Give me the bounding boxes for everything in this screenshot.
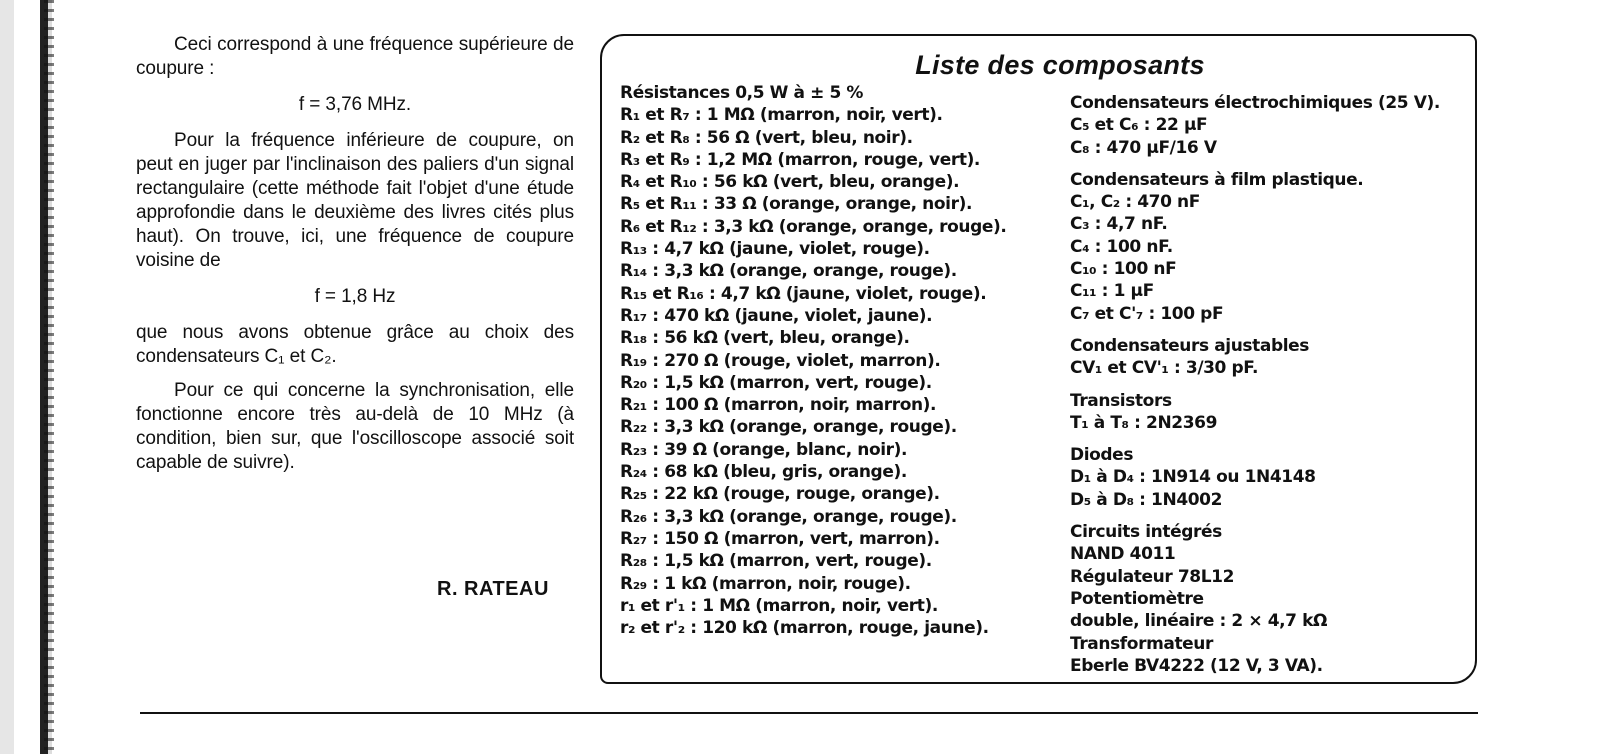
component-item: NAND 4011	[1070, 544, 1176, 565]
resistor-item: R₃ et R₉ : 1,2 MΩ (marron, rouge, vert).	[620, 149, 980, 170]
paragraph-capacitor-choice: que nous avons obtenue grâce au choix des condensateurs C₁ et C₂.	[136, 322, 574, 367]
component-item: CV₁ et CV'₁ : 3/30 pF.	[1070, 358, 1259, 379]
component-item: C₁₀ : 100 nF	[1070, 259, 1177, 280]
paragraph-lower-cutoff: Pour la fréquence inférieure de coupure, on peut en juger par l'inclinaison des paliers d'un signal rectangulaire (cette méthode fait l'objet d'une étude approfondie dans le deuxième des livres cités plus haut). On trouve, ici, une fréquence de coupure voisine de	[136, 130, 574, 271]
component-item: D₅ à D₈ : 1N4002	[1070, 489, 1223, 510]
component-list-title: Liste des composants	[860, 50, 1260, 81]
component-item: double, linéaire : 2 × 4,7 kΩ	[1070, 611, 1328, 632]
group-heading: Condensateurs à film plastique.	[1070, 169, 1364, 190]
resistor-item: R₂ et R₈ : 56 Ω (vert, bleu, noir).	[620, 127, 913, 148]
group-trimmer-capacitors	[1070, 335, 1480, 380]
component-item: T₁ à T₈ : 2N2369	[1070, 412, 1217, 433]
resistor-item: R₂₅ : 22 kΩ (rouge, rouge, orange).	[620, 484, 940, 505]
group-heading: Condensateurs ajustables	[1070, 335, 1309, 356]
other-components-list	[1070, 92, 1480, 677]
resistor-item: R₁₅ et R₁₆ : 4,7 kΩ (jaune, violet, rouge).	[620, 283, 987, 304]
resistor-item: R₁₄ : 3,3 kΩ (orange, orange, rouge).	[620, 261, 957, 282]
resistor-item: R₆ et R₁₂ : 3,3 kΩ (orange, orange, rouge).	[620, 216, 1007, 237]
group-heading: Condensateurs électrochimiques (25 V).	[1070, 93, 1440, 113]
component-item: C₇ et C'₇ : 100 pF	[1070, 303, 1224, 324]
component-item: Régulateur 78L12	[1070, 566, 1234, 587]
resistor-item: R₂₉ : 1 kΩ (marron, noir, rouge).	[620, 573, 911, 594]
component-item: C₃ : 4,7 nF.	[1070, 214, 1168, 235]
component-item: C₅ et C₆ : 22 µF	[1070, 115, 1208, 136]
resistor-item: R₂₃ : 39 Ω (orange, blanc, noir).	[620, 439, 908, 460]
component-item: C₈ : 470 µF/16 V	[1070, 137, 1217, 158]
binding-stitch	[44, 0, 54, 754]
resistances-heading: Résistances 0,5 W à ± 5 %	[620, 83, 864, 103]
resistor-item: R₅ et R₁₁ : 33 Ω (orange, orange, noir).	[620, 194, 973, 215]
group-transistors	[1070, 390, 1480, 435]
resistor-list	[620, 82, 1050, 639]
paragraph-synchronisation: Pour ce qui concerne la synchronisation, elle fonctionne encore très au-delà de 10 MHz (à condition, bien sur, que l'oscilloscope associé soit capable de suivre).	[136, 380, 574, 473]
resistor-item: r₁ et r'₁ : 1 MΩ (marron, noir, vert).	[620, 595, 938, 616]
resistor-item: R₄ et R₁₀ : 56 kΩ (vert, bleu, orange).	[620, 172, 960, 193]
component-item: Eberle BV4222 (12 V, 3 VA).	[1070, 655, 1323, 676]
component-item: C₁₁ : 1 µF	[1070, 281, 1154, 302]
group-heading: Transistors	[1070, 390, 1172, 411]
component-item: Potentiomètre	[1070, 588, 1204, 609]
component-item: Transformateur	[1070, 633, 1213, 654]
resistor-item: R₂₀ : 1,5 kΩ (marron, vert, rouge).	[620, 372, 932, 393]
resistor-item: R₂₁ : 100 Ω (marron, noir, marron).	[620, 395, 937, 416]
equation-upper-frequency: f = 3,76 MHz.	[298, 94, 412, 115]
group-film-capacitors	[1070, 169, 1480, 325]
group-electrolytic-capacitors	[1070, 92, 1480, 159]
equation-lower-frequency: f = 1,8 Hz	[314, 286, 396, 307]
resistor-item: R₁₉ : 270 Ω (rouge, violet, marron).	[620, 350, 941, 371]
component-item: C₁, C₂ : 470 nF	[1070, 192, 1200, 213]
author-signature: R. RATEAU	[437, 578, 549, 600]
component-item: C₄ : 100 nF.	[1070, 236, 1173, 257]
group-integrated-circuits	[1070, 521, 1480, 677]
paragraph-upper-cutoff: Ceci correspond à une fréquence supérieure de coupure :	[136, 34, 574, 79]
resistor-item: R₁ et R₇ : 1 MΩ (marron, noir, vert).	[620, 105, 943, 126]
resistor-item: R₂₆ : 3,3 kΩ (orange, orange, rouge).	[620, 506, 957, 527]
article-text-column	[136, 33, 574, 475]
resistor-item: R₂₂ : 3,3 kΩ (orange, orange, rouge).	[620, 417, 957, 438]
bottom-rule	[140, 712, 1478, 714]
group-heading: Circuits intégrés	[1070, 522, 1222, 543]
group-diodes	[1070, 444, 1480, 511]
component-item: D₁ à D₄ : 1N914 ou 1N4148	[1070, 467, 1316, 488]
resistor-item: R₂₄ : 68 kΩ (bleu, gris, orange).	[620, 462, 907, 483]
resistor-item: R₂₈ : 1,5 kΩ (marron, vert, rouge).	[620, 551, 932, 572]
resistor-item: R₁₇ : 470 kΩ (jaune, violet, jaune).	[620, 305, 933, 326]
resistor-item: r₂ et r'₂ : 120 kΩ (marron, rouge, jaune).	[620, 618, 989, 639]
group-heading: Diodes	[1070, 445, 1134, 466]
resistor-item: R₁₈ : 56 kΩ (vert, bleu, orange).	[620, 328, 910, 349]
resistor-item: R₂₇ : 150 Ω (marron, vert, marron).	[620, 528, 940, 549]
resistor-item: R₁₃ : 4,7 kΩ (jaune, violet, rouge).	[620, 239, 930, 260]
